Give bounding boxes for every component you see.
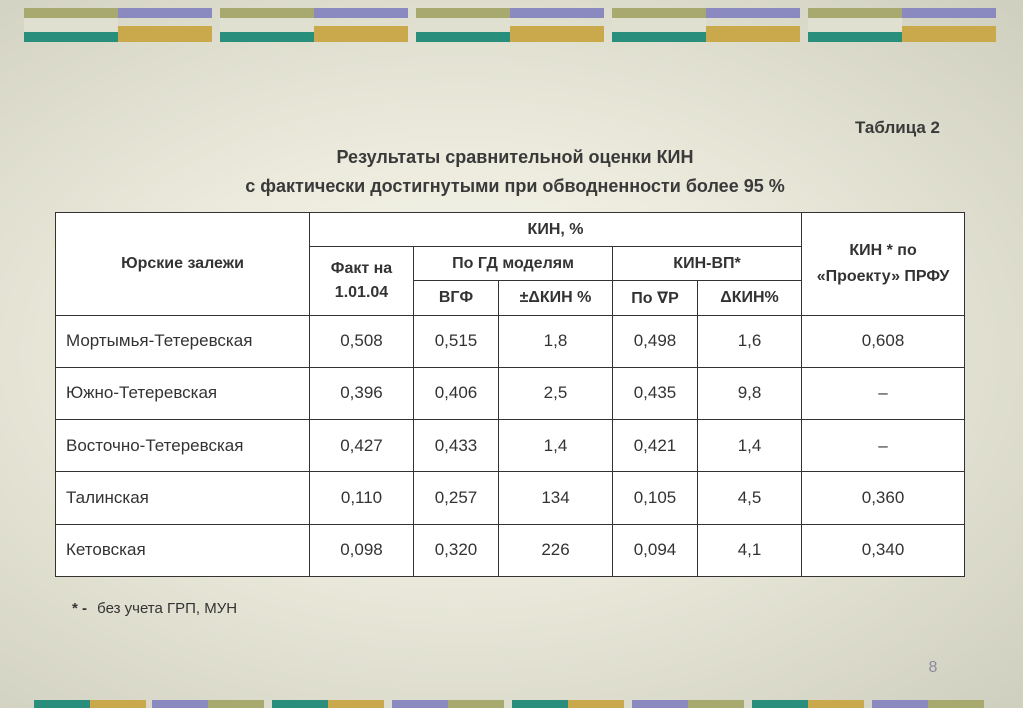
- cell-fact: 0,396: [310, 367, 414, 419]
- page-number: 8: [928, 659, 938, 676]
- table-row: [56, 315, 965, 367]
- title-line-2: с фактически достигнутыми при обводненности более 95 %: [245, 176, 785, 196]
- header-kin-project: КИН * по «Проекту» ПРФУ: [802, 213, 965, 316]
- cell-delta: 4,1: [698, 524, 802, 576]
- table-row: [56, 524, 965, 576]
- cell-delta: 1,6: [698, 315, 802, 367]
- header-fact: Факт на 1.01.04: [310, 247, 414, 315]
- cell-po-p: 0,498: [613, 315, 698, 367]
- header-gd-models: По ГД моделям: [414, 247, 613, 281]
- cell-name: Мортымья-Тетеревская: [56, 315, 310, 367]
- cell-fact: 0,098: [310, 524, 414, 576]
- table-row: [56, 367, 965, 419]
- cell-project: 0,340: [802, 524, 965, 576]
- cell-delta: 4,5: [698, 472, 802, 524]
- cell-po-p: 0,105: [613, 472, 698, 524]
- footer-decoration: [0, 700, 1023, 708]
- cell-project: –: [802, 420, 965, 472]
- header-po-grad-p: По ∇Р: [613, 281, 698, 315]
- decor-band: [220, 8, 408, 42]
- cell-vgf: 0,257: [414, 472, 499, 524]
- cell-po-p: 0,094: [613, 524, 698, 576]
- footnote-marker: * -: [72, 600, 87, 617]
- cell-project: 0,608: [802, 315, 965, 367]
- header-kin-vp: КИН-ВП*: [613, 247, 802, 281]
- cell-vgf: 0,515: [414, 315, 499, 367]
- header-delta-kin: ΔКИН%: [698, 281, 802, 315]
- cell-po-p: 0,435: [613, 367, 698, 419]
- cell-name: Кетовская: [56, 524, 310, 576]
- cell-project: –: [802, 367, 965, 419]
- cell-vgf: 0,320: [414, 524, 499, 576]
- cell-delta: 9,8: [698, 367, 802, 419]
- cell-delta-pm: 1,8: [499, 315, 613, 367]
- cell-fact: 0,110: [310, 472, 414, 524]
- page-title: [100, 143, 930, 201]
- table-row: [56, 420, 965, 472]
- decor-band: [24, 8, 212, 42]
- cell-vgf: 0,406: [414, 367, 499, 419]
- cell-fact: 0,427: [310, 420, 414, 472]
- cell-name: Восточно-Тетеревская: [56, 420, 310, 472]
- cell-delta: 1,4: [698, 420, 802, 472]
- decor-band: [808, 8, 996, 42]
- cell-delta-pm: 2,5: [499, 367, 613, 419]
- results-table: [55, 212, 965, 577]
- table-number: Таблица 2: [854, 118, 940, 137]
- header-delta-kin-pm: ±ΔКИН %: [499, 281, 613, 315]
- cell-name: Южно-Тетеревская: [56, 367, 310, 419]
- decor-band: [612, 8, 800, 42]
- title-line-1: Результаты сравнительной оценки КИН: [336, 147, 694, 167]
- table-row: [56, 472, 965, 524]
- cell-delta-pm: 1,4: [499, 420, 613, 472]
- cell-fact: 0,508: [310, 315, 414, 367]
- cell-name: Талинская: [56, 472, 310, 524]
- cell-delta-pm: 226: [499, 524, 613, 576]
- header-deposits: Юрские залежи: [56, 213, 310, 316]
- cell-po-p: 0,421: [613, 420, 698, 472]
- footnote: [72, 600, 237, 617]
- cell-vgf: 0,433: [414, 420, 499, 472]
- cell-delta-pm: 134: [499, 472, 613, 524]
- header-decoration: [0, 8, 1023, 44]
- decor-band: [416, 8, 604, 42]
- cell-project: 0,360: [802, 472, 965, 524]
- footnote-text: без учета ГРП, МУН: [97, 600, 238, 617]
- header-kin-percent: КИН, %: [310, 213, 802, 247]
- header-vgf: ВГФ: [414, 281, 499, 315]
